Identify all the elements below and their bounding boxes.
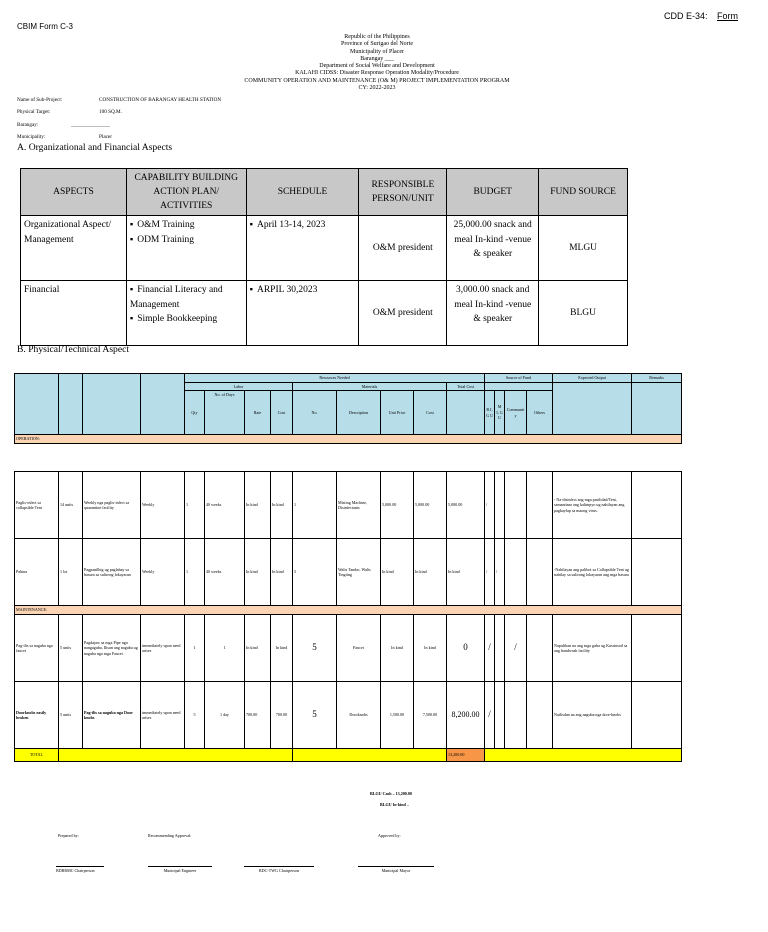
fund-cell: MLGU xyxy=(539,216,628,281)
header-line: Barangay ___ xyxy=(360,55,394,62)
community-header: Community xyxy=(505,391,527,435)
budget-cell: 3,000.00 snack and meal In-kind -venue & speaker xyxy=(447,281,539,346)
header-line: COMMUNITY OPERATION AND MAINTENANCE (O& M) PROJECT IMPLEMENTATION PROGRAM xyxy=(244,77,510,84)
cdd-code: CDD E-34: xyxy=(664,11,708,21)
responsible-cell: O&M president xyxy=(359,216,447,281)
table-row xyxy=(21,216,628,281)
barangay-row: Barangay: _______________ xyxy=(17,122,110,128)
mlgu-header: M L G U xyxy=(495,391,505,435)
materials-header: Materials xyxy=(293,382,447,391)
signature-line: Municipal Engineer xyxy=(148,866,212,873)
schedule-cell xyxy=(246,281,359,346)
blgu-inkind-note: BLGU In-kind – xyxy=(380,802,409,807)
aspect-cell: Organizational Aspect/ Management xyxy=(21,216,127,281)
mat-cost-header: Cost xyxy=(414,391,447,435)
cost-header: Cost xyxy=(271,391,293,435)
source-header: Source of Fund xyxy=(485,374,553,383)
responsible-cell: O&M president xyxy=(359,281,447,346)
signature-line: BDC-TWG Chairperson xyxy=(244,866,314,873)
header-line: Municipality of Placer xyxy=(350,48,404,55)
col-header: BUDGET xyxy=(447,169,539,216)
list-item: ▪ Financial Literacy and Management xyxy=(130,283,243,312)
municipality-row: Municipality: Placer xyxy=(17,134,112,140)
list-item: ▪ ARPIL 30,2023 xyxy=(250,283,356,298)
header-line: CY: 2022-2023 xyxy=(358,85,396,92)
others-header: Others xyxy=(527,391,553,435)
project-name-row: Name of Sub-Project: CONSTRUCTION OF BARANGAY HEALTH STATION xyxy=(17,97,222,103)
header-line: Republic of the Philippines xyxy=(344,34,410,40)
col-header: CAPABILITY BUILDING ACTION PLAN/ ACTIVITIES xyxy=(126,169,246,216)
table-row xyxy=(21,281,628,346)
total-cost-header: Total Cost xyxy=(447,382,485,391)
list-item: ▪ ODM Training xyxy=(130,233,243,248)
table-row: Pahina 1 lot Pagpanilhig ug paglabay sa basura sa sulirong lokayaran Weekly 1 40 weeks In kind In kind 5 Walis Tambo, Walis Tingting In kind In kind In kind / / -Nahilayan ang palibot sa Collapsible Tent ug nahilay sa sulirong lokayaran ang mga basura xyxy=(15,539,682,606)
col-header: RESPONSIBLE PERSON/UNIT xyxy=(359,169,447,216)
list-item: ▪ O&M Training xyxy=(130,218,243,233)
table-row: Doorknobs easily broken 5 units Pag-ilis sa naguba nga Door knobs immediately upon need arises 5 1 day 700.00 700.00 5 Doorknobs 1,500.00 7,500.00 8,200.00 / Nailisdan na ang naguba nga door-knobs xyxy=(15,682,682,749)
table-row: Paglis-inlect sa collapsible Tent 14 units Weekly nga paglis-inlect sa quarantine facility Weekly 1 40 weeks In kind In kind 1 Misting Machine, Disinfectants 5,000.00 5,000.00 5,000.00 / - Na-disinfect ang mga pasilidad/Tent, samantinar ang kalimpyo ug nahilayan ang pagkaylap sa maong virus. xyxy=(15,472,682,539)
table-row: Pag-ilis sa naguba nga faucet 5 units Pagdajaw sa mga Pipe nga nangaguba, Ilisan ang naguba ug naguba nga mga Faucet immediately upon need arises 1 1 In kind In kind 5 Faucet In kind In kind 0 / / Napulihan na ang mga guba ug Kusrinsod sa ang handwash facility xyxy=(15,615,682,682)
schedule-cell xyxy=(246,216,359,281)
total-row: TOTAL 13,200.00 xyxy=(15,749,682,762)
org-financial-table xyxy=(20,168,628,346)
table-header-row xyxy=(21,169,628,216)
total-value: 13,200.00 xyxy=(447,749,485,762)
labor-header: Labor xyxy=(185,382,293,391)
col-header: FUND SOURCE xyxy=(539,169,628,216)
maintenance-band: MAINTENANCE: xyxy=(15,606,682,615)
blgu-header: B L G U xyxy=(485,391,495,435)
desc-header: Description xyxy=(337,391,381,435)
header-line: KALAHI CIDSS: Disaster Response Operation Modality/Procedure xyxy=(295,70,459,77)
section-a-title: A. Organizational and Financial Aspects xyxy=(17,142,173,153)
prepared-by-label: Prepared by: xyxy=(58,833,79,838)
approved-by-label: Approved by: xyxy=(378,833,401,838)
signature-line: Municipal Mayor xyxy=(358,866,434,873)
resources-header: Resources Needed xyxy=(185,374,485,383)
activities-cell xyxy=(126,281,246,346)
fund-cell: BLGU xyxy=(539,281,628,346)
no-header: No. xyxy=(293,391,337,435)
activities-cell xyxy=(126,216,246,281)
remarks-header: Remarks xyxy=(632,374,682,383)
physical-technical-table xyxy=(14,373,682,762)
unit-price-header: Unit Price xyxy=(381,391,414,435)
rate-header: Rate xyxy=(245,391,271,435)
section-b-title: B. Physical/Technical Aspect xyxy=(17,344,130,355)
blgu-cash-note: BLGU Cash – 13,200.00 xyxy=(370,791,412,796)
col-header: SCHEDULE xyxy=(246,169,359,216)
document-header xyxy=(0,34,754,92)
recommending-label: Recommending Approval: xyxy=(148,833,192,838)
col-header: ASPECTS xyxy=(21,169,127,216)
list-item: ▪ Simple Bookkeeping xyxy=(130,312,243,327)
qty-header: Qty xyxy=(185,391,205,435)
aspect-cell: Financial xyxy=(21,281,127,346)
list-item: ▪ April 13-14, 2023 xyxy=(250,218,356,233)
physical-target-row: Physical Target: 100 SQ.M. xyxy=(17,109,122,115)
operation-band: OPERATION: xyxy=(15,435,682,444)
days-header: No. of Days xyxy=(205,391,245,435)
header-line: Province of Surigao del Norte xyxy=(341,41,413,48)
budget-cell: 25,000.00 snack and meal In-kind -venue & speaker xyxy=(447,216,539,281)
signature-line: BDRRMC Chairperson xyxy=(56,866,104,873)
output-header: Expected Output xyxy=(553,374,632,383)
header-line: Department of Social Welfare and Development xyxy=(319,63,435,70)
form-link[interactable]: Form xyxy=(717,11,738,21)
form-code: CBIM Form C-3 xyxy=(17,22,73,31)
